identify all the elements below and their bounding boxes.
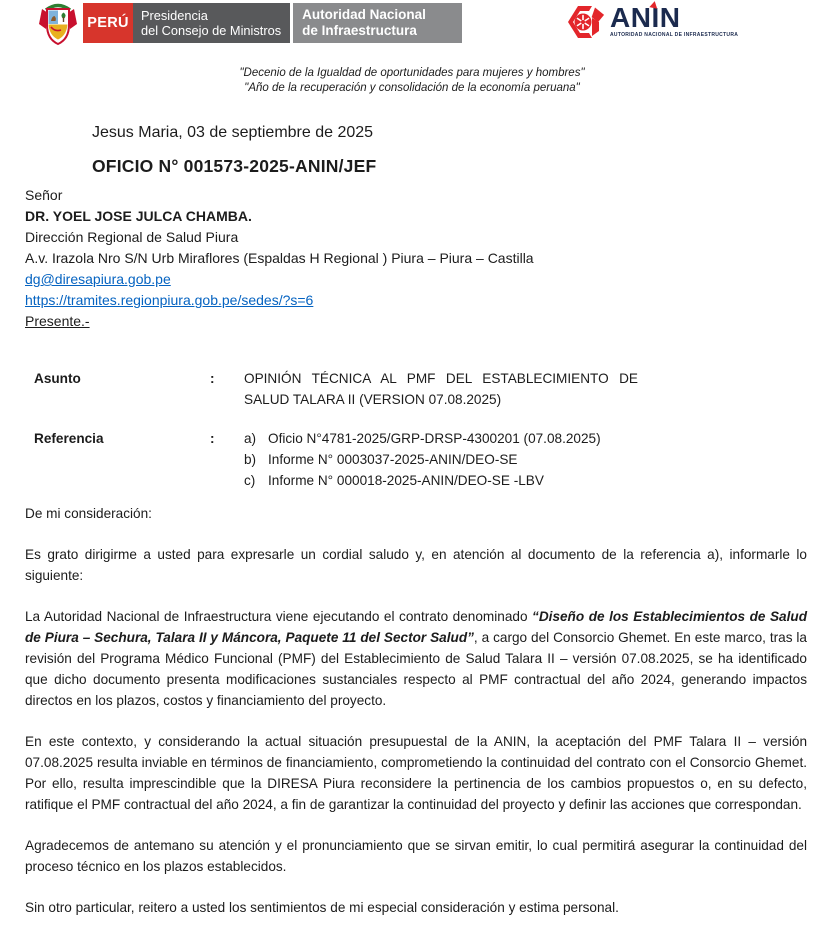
subject-row — [34, 368, 638, 410]
entity-line1: Autoridad Nacional — [302, 7, 426, 22]
paragraph-intro: Es grato dirigirme a usted para expresarle un cordial saludo y, en atención al documento de la referencia a), informarle lo siguiente: — [25, 547, 807, 583]
subject-text: OPINIÓN TÉCNICA AL PMF DEL ESTABLECIMIENTO DE SALUD TALARA II (VERSION 07.08.2025) — [244, 371, 638, 407]
anin-wordmark: ANIN — [610, 2, 681, 33]
reference-row — [34, 428, 638, 491]
pcm-label — [133, 3, 290, 43]
date-line: Jesus Maria, 03 de septiembre de 2025 — [92, 124, 374, 141]
paragraph-contract-post: , a cargo del Consorcio Ghemet. En este marco, tras la revisión del Programa Médico Funcional (PMF) del Establecimiento de Salud Talara II – versión 07.08.2025, se ha identificado que dicho documento presenta modificaciones sustanciales respecto al PMF contractual del año 2024, generando impactos directos en los plazos, costos y financiamiento del proyecto. — [25, 630, 807, 708]
reference-label: Referencia — [34, 431, 104, 446]
anin-tagline: AUTORIDAD NACIONAL DE INFRAESTRUCTURA — [610, 32, 739, 38]
anin-logo — [566, 2, 739, 39]
anin-accent-icon — [649, 0, 658, 9]
subject-colon: : — [210, 371, 215, 386]
greeting-line: De mi consideración: — [25, 506, 152, 521]
reference-item — [244, 428, 638, 449]
paragraph-thanks: Agradecemos de antemano su atención y el pronunciamiento que se sirvan emitir, lo cual permitirá asegurar la continuidad del proceso técnico en los plazos establecidos. — [25, 838, 807, 874]
email-link[interactable]: dg@diresapiura.gob.pe — [25, 271, 171, 287]
reference-item — [244, 470, 638, 491]
salutation: Señor — [25, 187, 63, 203]
official-mottos — [0, 66, 824, 95]
contract-title-quote: “Diseño de los Establecimientos de Salud de Piura – Sechura, Talara II y Máncora, Paquete 11 del Sector Salud” — [25, 609, 807, 645]
motto-decenio: "Decenio de la Igualdad de oportunidades para mujeres y hombres" — [239, 67, 585, 79]
presente-label: Presente.- — [25, 313, 90, 329]
pcm-line2: del Consejo de Ministros — [141, 23, 282, 38]
addressee-organization: Dirección Regional de Salud Piura — [25, 229, 239, 245]
reference-item-text: Informe N° 000018-2025-ANIN/DEO-SE -LBV — [268, 473, 544, 488]
addressee-name: DR. YOEL JOSE JULCA CHAMBA. — [25, 208, 252, 224]
addressee-block — [25, 185, 534, 332]
entity-line2: de Infraestructura — [302, 23, 417, 38]
paragraph-contract-pre: La Autoridad Nacional de Infraestructura viene ejecutando el contrato denominado — [25, 609, 533, 624]
reference-item-letter: c) — [244, 473, 256, 488]
presente-line — [25, 311, 534, 332]
reference-colon: : — [210, 431, 215, 446]
motto-anio: "Año de la recuperación y consolidación de la economía peruana" — [244, 81, 580, 94]
url-line — [25, 290, 534, 311]
paragraph-context: En este contexto, y considerando la actual situación presupuestal de la ANIN, la aceptación del PMF Talara II – versión 07.08.2025 resulta inviable en términos de financiamiento, comprometiendo la continuidad del contrato con el Consorcio Ghemet. Por ello, resulta imprescindible que la DIRESA Piura reconsidere la pertinencia de los cambios propuestos o, en su defecto, ratifique el PMF contractual del año 2024, a fin de garantizar la continuidad del proyecto y definir las acciones que correspondan. — [25, 734, 807, 812]
pcm-line1: Presidencia — [141, 7, 208, 23]
entity-label — [293, 3, 462, 43]
addressee-address: A.v. Irazola Nro S/N Urb Miraflores (Espaldas H Regional ) Piura – Piura – Castilla — [25, 250, 534, 266]
government-header — [37, 3, 462, 43]
reference-item-text: Informe N° 0003037-2025-ANIN/DEO-SE — [268, 452, 518, 467]
anin-logo-icon — [566, 5, 606, 39]
peru-label: PERÚ — [87, 15, 129, 31]
anin-text-block — [610, 2, 739, 38]
email-line — [25, 269, 534, 290]
reference-list — [244, 428, 638, 491]
peru-wordmark — [83, 3, 133, 43]
reference-item-text: Oficio N°4781-2025/GRP-DRSP-4300201 (07.08.2025) — [268, 431, 601, 446]
letter-body — [25, 503, 807, 938]
subject-reference-block — [34, 368, 638, 491]
subject-label: Asunto — [34, 371, 81, 386]
paragraph-contract — [25, 606, 807, 711]
reference-item-letter: a) — [244, 431, 257, 446]
peru-coat-of-arms-icon — [37, 2, 79, 44]
document-title: OFICIO N° 001573-2025-ANIN/JEF — [92, 156, 377, 176]
reference-item-letter: b) — [244, 452, 257, 467]
tramites-url-link[interactable]: https://tramites.regionpiura.gob.pe/sedes/?s=6 — [25, 292, 314, 308]
paragraph-closing: Sin otro particular, reitero a usted los sentimientos de mi especial consideración y estima personal. — [25, 900, 619, 915]
reference-item — [244, 449, 638, 470]
